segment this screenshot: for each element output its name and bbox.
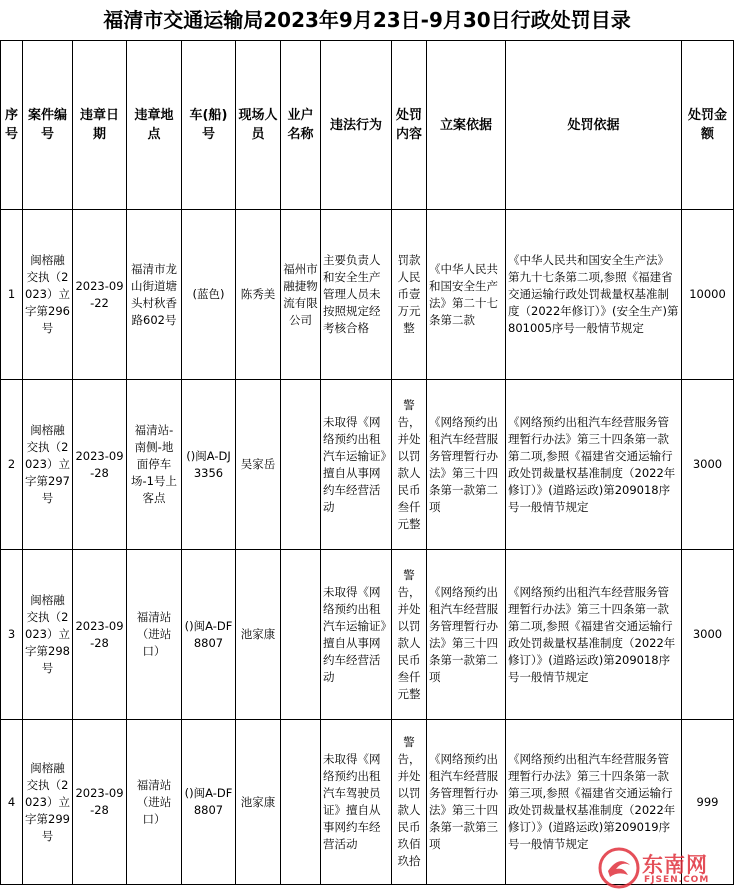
- cell-seq: 2: [1, 380, 23, 550]
- table-header-row: [1, 41, 734, 210]
- cell-place: 福清站（进站口）: [127, 720, 182, 885]
- cell-basis-penalty: 《网络预约出租汽车经营服务管理暂行办法》第三十四条第一款第三项,参照《福建省交通运输行政处罚裁量权基准制度（2022年修订）》(道路运政)第209019序号一般情节规定: [506, 720, 682, 885]
- cell-basis-penalty: 《网络预约出租汽车经营服务管理暂行办法》第三十四条第一款第二项,参照《福建省交通运输行政处罚裁量权基准制度（2022年修订）》(道路运政)第209018序号一般情节规定: [506, 550, 682, 720]
- table-row: [1, 550, 734, 720]
- cell-violation: 未取得《网络预约出租汽车驾驶员证》擅自从事网约车经营活动: [321, 720, 392, 885]
- header-basis-filing: 立案依据: [427, 41, 506, 210]
- cell-violation: 未取得《网络预约出租汽车运输证》擅自从事网约车经营活动: [321, 380, 392, 550]
- cell-basis-penalty: 《中华人民共和国安全生产法》第九十七条第二项,参照《福建省交通运输行政处罚裁量权基准制度（2022年修订）》(安全生产)第801005序号一般情节规定: [506, 210, 682, 380]
- cell-amount: 3000: [682, 380, 734, 550]
- cell-staff: 吴家岳: [236, 380, 281, 550]
- header-basis-penalty: 处罚依据: [506, 41, 682, 210]
- cell-staff: 池家康: [236, 720, 281, 885]
- header-case-no: 案件编号: [23, 41, 73, 210]
- cell-penalty: 警告，并处以罚款人民币叁仟元整: [392, 380, 427, 550]
- cell-basis-penalty: 《网络预约出租汽车经营服务管理暂行办法》第三十四条第一款第二项,参照《福建省交通运输行政处罚裁量权基准制度（2022年修订）》(道路运政)第209018序号一般情节规定: [506, 380, 682, 550]
- cell-place: 福清站（进站口）: [127, 550, 182, 720]
- watermark-url: FJSEN.COM: [644, 875, 710, 885]
- header-place: 违章地点: [127, 41, 182, 210]
- watermark: [598, 847, 730, 889]
- cell-basis-filing: 《中华人民共和国安全生产法》第二十七条第二款: [427, 210, 506, 380]
- cell-company: [281, 720, 321, 885]
- table-row: [1, 210, 734, 380]
- cell-penalty: 罚款人民币壹万元整: [392, 210, 427, 380]
- cell-violation: 主要负责人和安全生产管理人员未按照规定经考核合格: [321, 210, 392, 380]
- header-staff: 现场人员: [236, 41, 281, 210]
- cell-vehicle: (蓝色): [182, 210, 236, 380]
- cell-place: 福清站-南侧-地面停车场-1号上客点: [127, 380, 182, 550]
- page-title: 福清市交通运输局2023年9月23日-9月30日行政处罚目录: [103, 8, 631, 32]
- cell-date: 2023-09-28: [73, 380, 127, 550]
- cell-case-no: 闽榕融交执（2023）立字第296号: [23, 210, 73, 380]
- cell-company: 福州市融捷物流有限公司: [281, 210, 321, 380]
- cell-basis-filing: 《网络预约出租汽车经营服务管理暂行办法》第三十四条第一款第二项: [427, 550, 506, 720]
- header-company: 业户名称: [281, 41, 321, 210]
- cell-vehicle: ()闽A-DF8807: [182, 550, 236, 720]
- watermark-name: 东南网: [642, 853, 708, 877]
- cell-case-no: 闽榕融交执（2023）立字第298号: [23, 550, 73, 720]
- cell-date: 2023-09-28: [73, 550, 127, 720]
- cell-seq: 4: [1, 720, 23, 885]
- header-violation: 违法行为: [321, 41, 392, 210]
- cell-vehicle: ()闽A-DJ3356: [182, 380, 236, 550]
- cell-amount: 3000: [682, 550, 734, 720]
- cell-date: 2023-09-28: [73, 720, 127, 885]
- cell-case-no: 闽榕融交执（2023）立字第297号: [23, 380, 73, 550]
- cell-case-no: 闽榕融交执（2023）立字第299号: [23, 720, 73, 885]
- cell-amount: 10000: [682, 210, 734, 380]
- header-date: 违章日期: [73, 41, 127, 210]
- cell-violation: 未取得《网络预约出租汽车运输证》擅自从事网约车经营活动: [321, 550, 392, 720]
- cell-seq: 3: [1, 550, 23, 720]
- penalty-table: [0, 40, 734, 885]
- cell-place: 福清市龙山街道塘头村秋香路602号: [127, 210, 182, 380]
- cell-company: [281, 380, 321, 550]
- header-vehicle: 车(船)号: [182, 41, 236, 210]
- header-amount: 处罚金额: [682, 41, 734, 210]
- cell-seq: 1: [1, 210, 23, 380]
- cell-basis-filing: 《网络预约出租汽车经营服务管理暂行办法》第三十四条第一款第三项: [427, 720, 506, 885]
- header-penalty: 处罚内容: [392, 41, 427, 210]
- cell-vehicle: ()闽A-DF8807: [182, 720, 236, 885]
- cell-staff: 陈秀美: [236, 210, 281, 380]
- cell-penalty: 警告，并处以罚款人民币玖佰玖拾: [392, 720, 427, 885]
- table-row: [1, 380, 734, 550]
- cell-staff: 池家康: [236, 550, 281, 720]
- cell-company: [281, 550, 321, 720]
- header-seq: 序号: [1, 41, 23, 210]
- cell-penalty: 警告，并处以罚款人民币叁仟元整: [392, 550, 427, 720]
- fjsen-logo-icon: [598, 847, 640, 889]
- cell-basis-filing: 《网络预约出租汽车经营服务管理暂行办法》第三十四条第一款第二项: [427, 380, 506, 550]
- cell-amount: 999: [682, 720, 734, 885]
- cell-date: 2023-09-22: [73, 210, 127, 380]
